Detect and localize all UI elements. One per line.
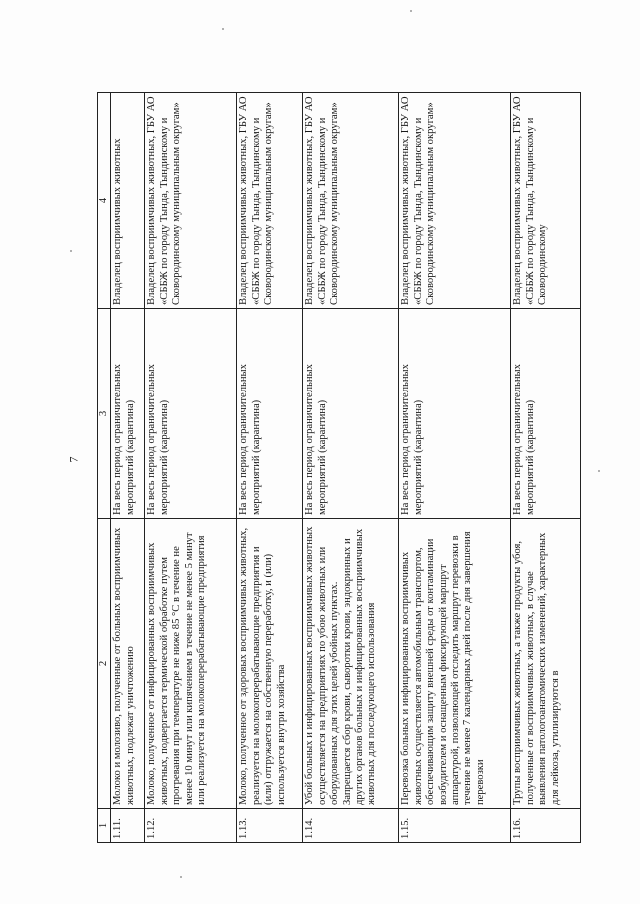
row-measure: Молоко, полученное от здоровых восприимчивых животных, реализуется на молокоперерабатывающие предприятия и (или) отгружается на собственную переработку, и (или) используется внутри хозяйства [237,519,303,809]
row-number: 1.11. [111,809,145,843]
measures-table [97,92,581,843]
row-measure: Молоко и молозиво, полученные от больных восприимчивых животных, подлежат уничтожению [111,519,145,809]
table-row [303,93,399,843]
scan-speck [410,10,412,12]
table-row [399,93,511,843]
row-term: На весь период ограничительных мероприятий (карантина) [237,309,303,519]
table-row [111,93,145,843]
table-row [511,93,581,843]
table-header-row [98,93,111,843]
row-responsible: Владелец восприимчивых животных [111,93,145,309]
rotated-table-container [97,93,581,843]
row-measure: Убой больных и инфицированных восприимчивых животных осуществляется на предприятиях по убою животных или оборудованных для этих целей убойных пунктах. Запрещается сбор крови, сыворотки крови, эндокринных и других органов больных и инфицированных восприимчивых животных для последующего использования [303,519,399,809]
row-number: 1.15. [399,809,511,843]
row-number: 1.12. [145,809,237,843]
scan-speck [70,250,72,252]
table-row [145,93,237,843]
header-col-2: 2 [98,519,111,809]
row-number: 1.13. [237,809,303,843]
row-term: На весь период ограничительных мероприятий (карантина) [303,309,399,519]
header-col-4: 4 [98,93,111,309]
row-measure: Трупы восприимчивых животных, а также продукты убоя, полученные от восприимчивых животных, в случае выявления патологоанатомических изменений, характерных для лейкоза, утилизируются в [511,519,581,809]
row-responsible: Владелец восприимчивых животных, ГБУ АО «СББЖ по городу Тында, Тындинскому и Сковородинскому муниципальным округам» [237,93,303,309]
row-responsible: Владелец восприимчивых животных, ГБУ АО «СББЖ по городу Тында, Тындинскому и Сковородинскому муниципальным округам» [303,93,399,309]
table-row [237,93,303,843]
row-number: 1.16. [511,809,581,843]
row-responsible: Владелец восприимчивых животных, ГБУ АО «СББЖ по городу Тында, Тындинскому и Сковородинскому [511,93,581,309]
row-term: На весь период ограничительных мероприятий (карантина) [145,309,237,519]
scan-speck [180,876,182,878]
row-responsible: Владелец восприимчивых животных, ГБУ АО «СББЖ по городу Тында, Тындинскому и Сковородинскому муниципальным округам» [145,93,237,309]
header-col-1: 1 [98,809,111,843]
row-measure: Перевозка больных и инфицированных восприимчивых животных осуществляется автомобильным транспортом, обеспечивающим защиту внешней среды от контаминации возбудителем и оснащенным фиксирующей маршрут аппаратурой, позволяющей отследить маршрут перевозки в течение не менее 7 календарных дней после дня завершения перевозки [399,519,511,809]
row-measure: Молоко, полученное от инфицированных восприимчивых животных, подвергается термической обработке путем прогревания при температуре не ниже 85 °С в течение не менее 10 минут или кипячением в течение не менее 5 минут или реализуется на молокоперерабатывающие предприятия [145,519,237,809]
row-term: На весь период ограничительных мероприятий (карантина) [111,309,145,519]
header-col-3: 3 [98,309,111,519]
row-term: На весь период ограничительных мероприятий (карантина) [399,309,511,519]
row-responsible: Владелец восприимчивых животных, ГБУ АО «СББЖ по городу Тында, Тындинскому и Сковородинскому муниципальным округам» [399,93,511,309]
row-number: 1.14. [303,809,399,843]
scan-speck [222,28,224,30]
scan-speck [598,470,600,472]
row-term: На весь период ограничительных мероприятий (карантина) [511,309,581,519]
page-number: 7 [66,456,81,463]
